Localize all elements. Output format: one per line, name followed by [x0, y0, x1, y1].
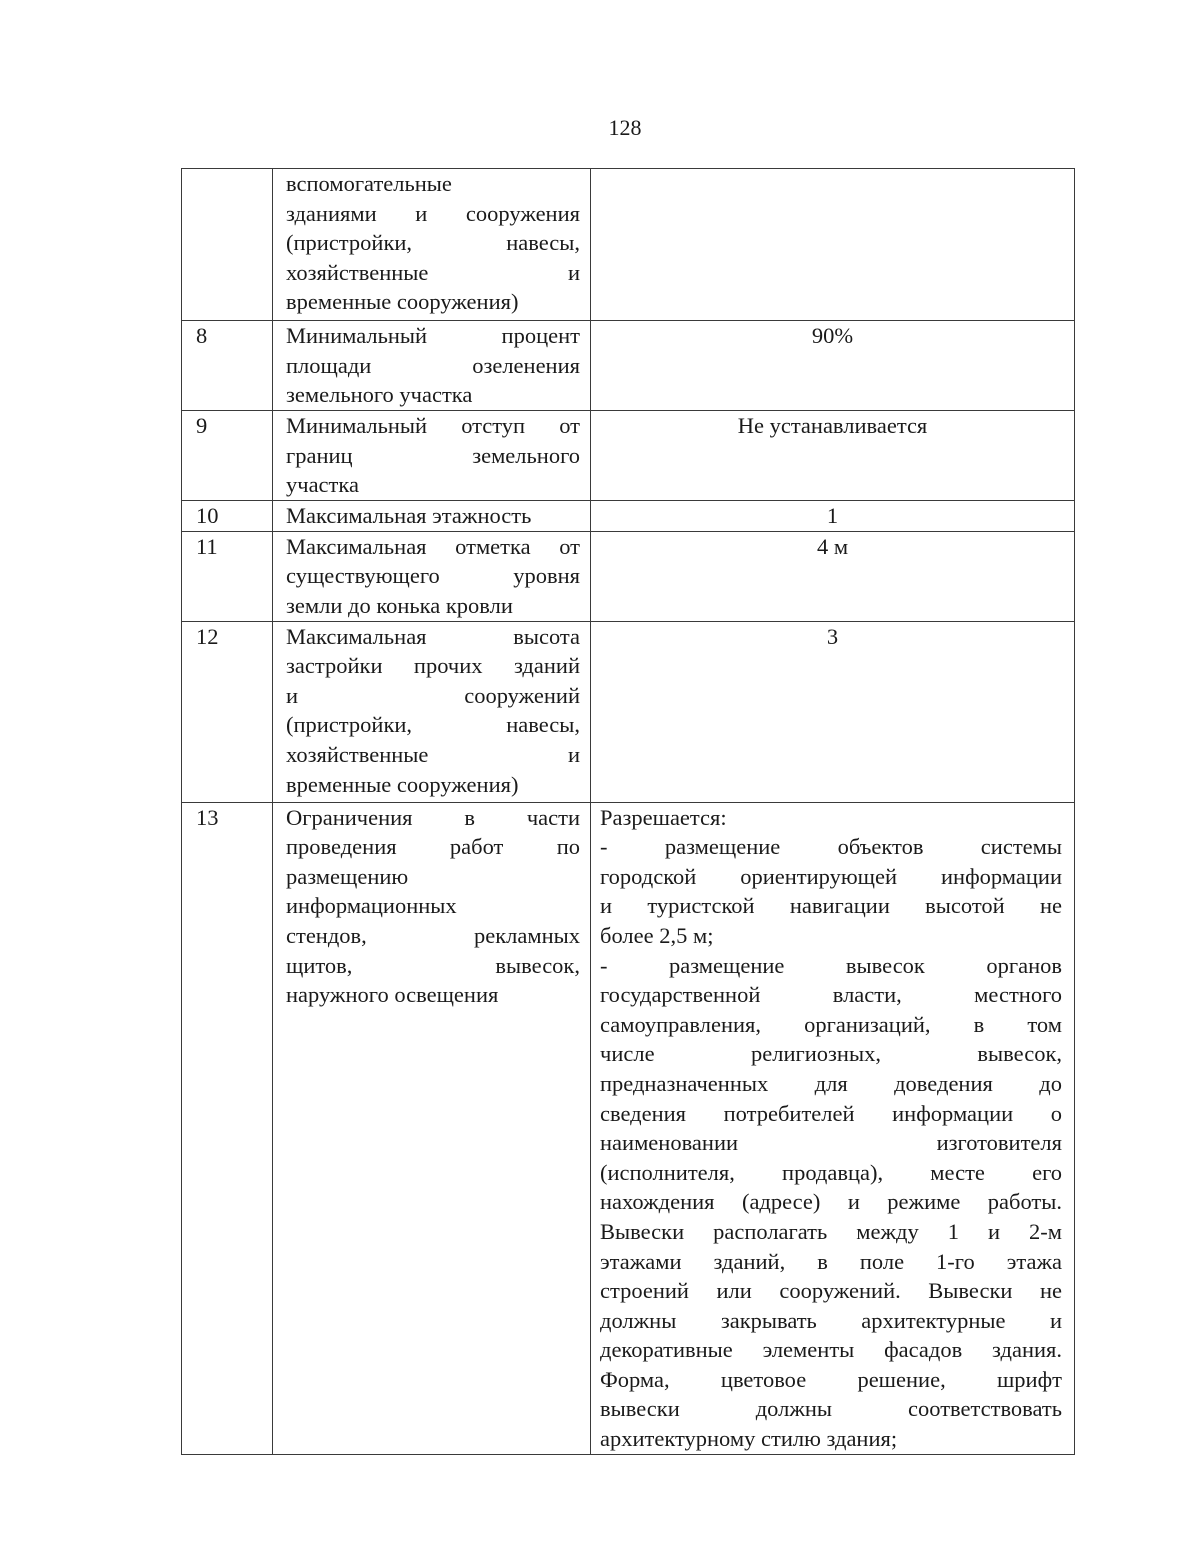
value-line: сведения потребителей информации о [600, 1100, 1062, 1126]
parameter-name-line: Минимальный отступ от [286, 413, 580, 438]
parameter-name-line: Ограничения в части [286, 804, 580, 830]
parameter-name-line: участка [286, 472, 359, 498]
value-line: архитектурному стилю здания; [600, 1426, 898, 1452]
parameter-name-line: (пристройки, навесы, [286, 230, 580, 256]
parameter-value: 3 [591, 621, 1075, 802]
parameter-value-text [591, 802, 1075, 1454]
parameter-name-line: существующего уровня [286, 563, 580, 589]
value-line: Вывески располагать между 1 и 2-м [600, 1218, 1062, 1244]
parameter-name-line: хозяйственные и [286, 259, 580, 285]
parameter-name-line: проведения работ по [286, 834, 580, 860]
parameter-name [273, 621, 591, 802]
parameter-name-line: застройки прочих зданий [286, 653, 580, 679]
parameter-name-line: хозяйственные и [286, 741, 580, 767]
value-line: нахождения (адресе) и режиме работы. [600, 1189, 1062, 1215]
value-line: - размещение объектов системы [600, 834, 1062, 860]
table-row [182, 501, 1075, 532]
value-line: Форма, цветовое решение, шрифт [600, 1366, 1062, 1392]
parameter-value: 4 м [591, 531, 1075, 621]
parameter-name-line: Максимальная высота [286, 623, 580, 649]
parameter-name-line: стендов, рекламных [286, 922, 580, 948]
parameter-name [273, 321, 591, 411]
parameter-name-line: вспомогательные [286, 171, 452, 196]
value-line: и туристской навигации высотой не [600, 893, 1062, 919]
parameter-name-line: границ земельного [286, 442, 580, 468]
parameter-name-line: площади озеленения [286, 352, 580, 378]
value-line: - размещение вывесок органов [600, 952, 1062, 978]
value-line: предназначенных для доведения до [600, 1070, 1062, 1096]
value-line: городской ориентирующей информации [600, 863, 1062, 889]
parameter-name-line: (пристройки, навесы, [286, 712, 580, 738]
parameter-name [273, 501, 591, 532]
table-row [182, 802, 1075, 1454]
parameter-name [273, 802, 591, 1454]
parameter-name-line: земельного участка [286, 382, 473, 408]
parameter-name-line: зданиями и сооружения [286, 200, 580, 226]
parameter-name [273, 411, 591, 501]
row-number: 8 [182, 321, 273, 411]
row-number: 11 [182, 531, 273, 621]
parameter-name-line: Максимальная этажность [286, 503, 532, 528]
parameter-value: 90% [591, 321, 1075, 411]
row-number: 13 [182, 802, 273, 1454]
value-line: должны закрывать архитектурные и [600, 1307, 1062, 1333]
row-number: 9 [182, 411, 273, 501]
value-line: более 2,5 м; [600, 922, 714, 948]
parameter-name-line: земли до конька кровли [286, 592, 513, 618]
table-row [182, 321, 1075, 411]
parameter-name-line: Максимальная отметка от [286, 533, 580, 559]
value-line: строений или сооружений. Вывески не [600, 1278, 1062, 1304]
parameter-name [273, 531, 591, 621]
parameter-name-line: Минимальный процент [286, 323, 580, 348]
parameter-value [591, 169, 1075, 321]
parameters-table [181, 168, 1075, 1455]
value-line: этажами зданий, в поле 1-го этажа [600, 1248, 1062, 1274]
table-row [182, 621, 1075, 802]
value-line: Разрешается: [600, 804, 727, 830]
parameter-name-line: информационных [286, 893, 457, 919]
value-line: вывески должны соответствовать [600, 1396, 1062, 1422]
table-row [182, 531, 1075, 621]
page-number: 128 [608, 115, 642, 140]
parameter-name-line: наружного освещения [286, 982, 499, 1008]
value-line: числе религиозных, вывесок, [600, 1041, 1062, 1067]
value-line: наименовании изготовителя [600, 1130, 1062, 1156]
parameter-name-line: временные сооружения) [286, 289, 519, 315]
parameter-value: Не устанавливается [591, 411, 1075, 501]
value-line: государственной власти, местного [600, 982, 1062, 1008]
table-row [182, 411, 1075, 501]
parameter-name-line: щитов, вывесок, [286, 952, 580, 978]
row-number: 12 [182, 621, 273, 802]
value-line: декоративные элементы фасадов здания. [600, 1337, 1062, 1363]
row-number: 10 [182, 501, 273, 532]
parameter-name-line: и сооружений [286, 682, 580, 708]
parameter-name [273, 169, 591, 321]
row-number [182, 169, 273, 321]
parameter-name-line: временные сооружения) [286, 771, 519, 797]
parameter-name-line: размещению [286, 863, 409, 889]
value-line: самоуправления, организаций, в том [600, 1011, 1062, 1037]
value-line: (исполнителя, продавца), месте его [600, 1159, 1062, 1185]
table-row-continuation [182, 169, 1075, 321]
parameter-value: 1 [591, 501, 1075, 532]
